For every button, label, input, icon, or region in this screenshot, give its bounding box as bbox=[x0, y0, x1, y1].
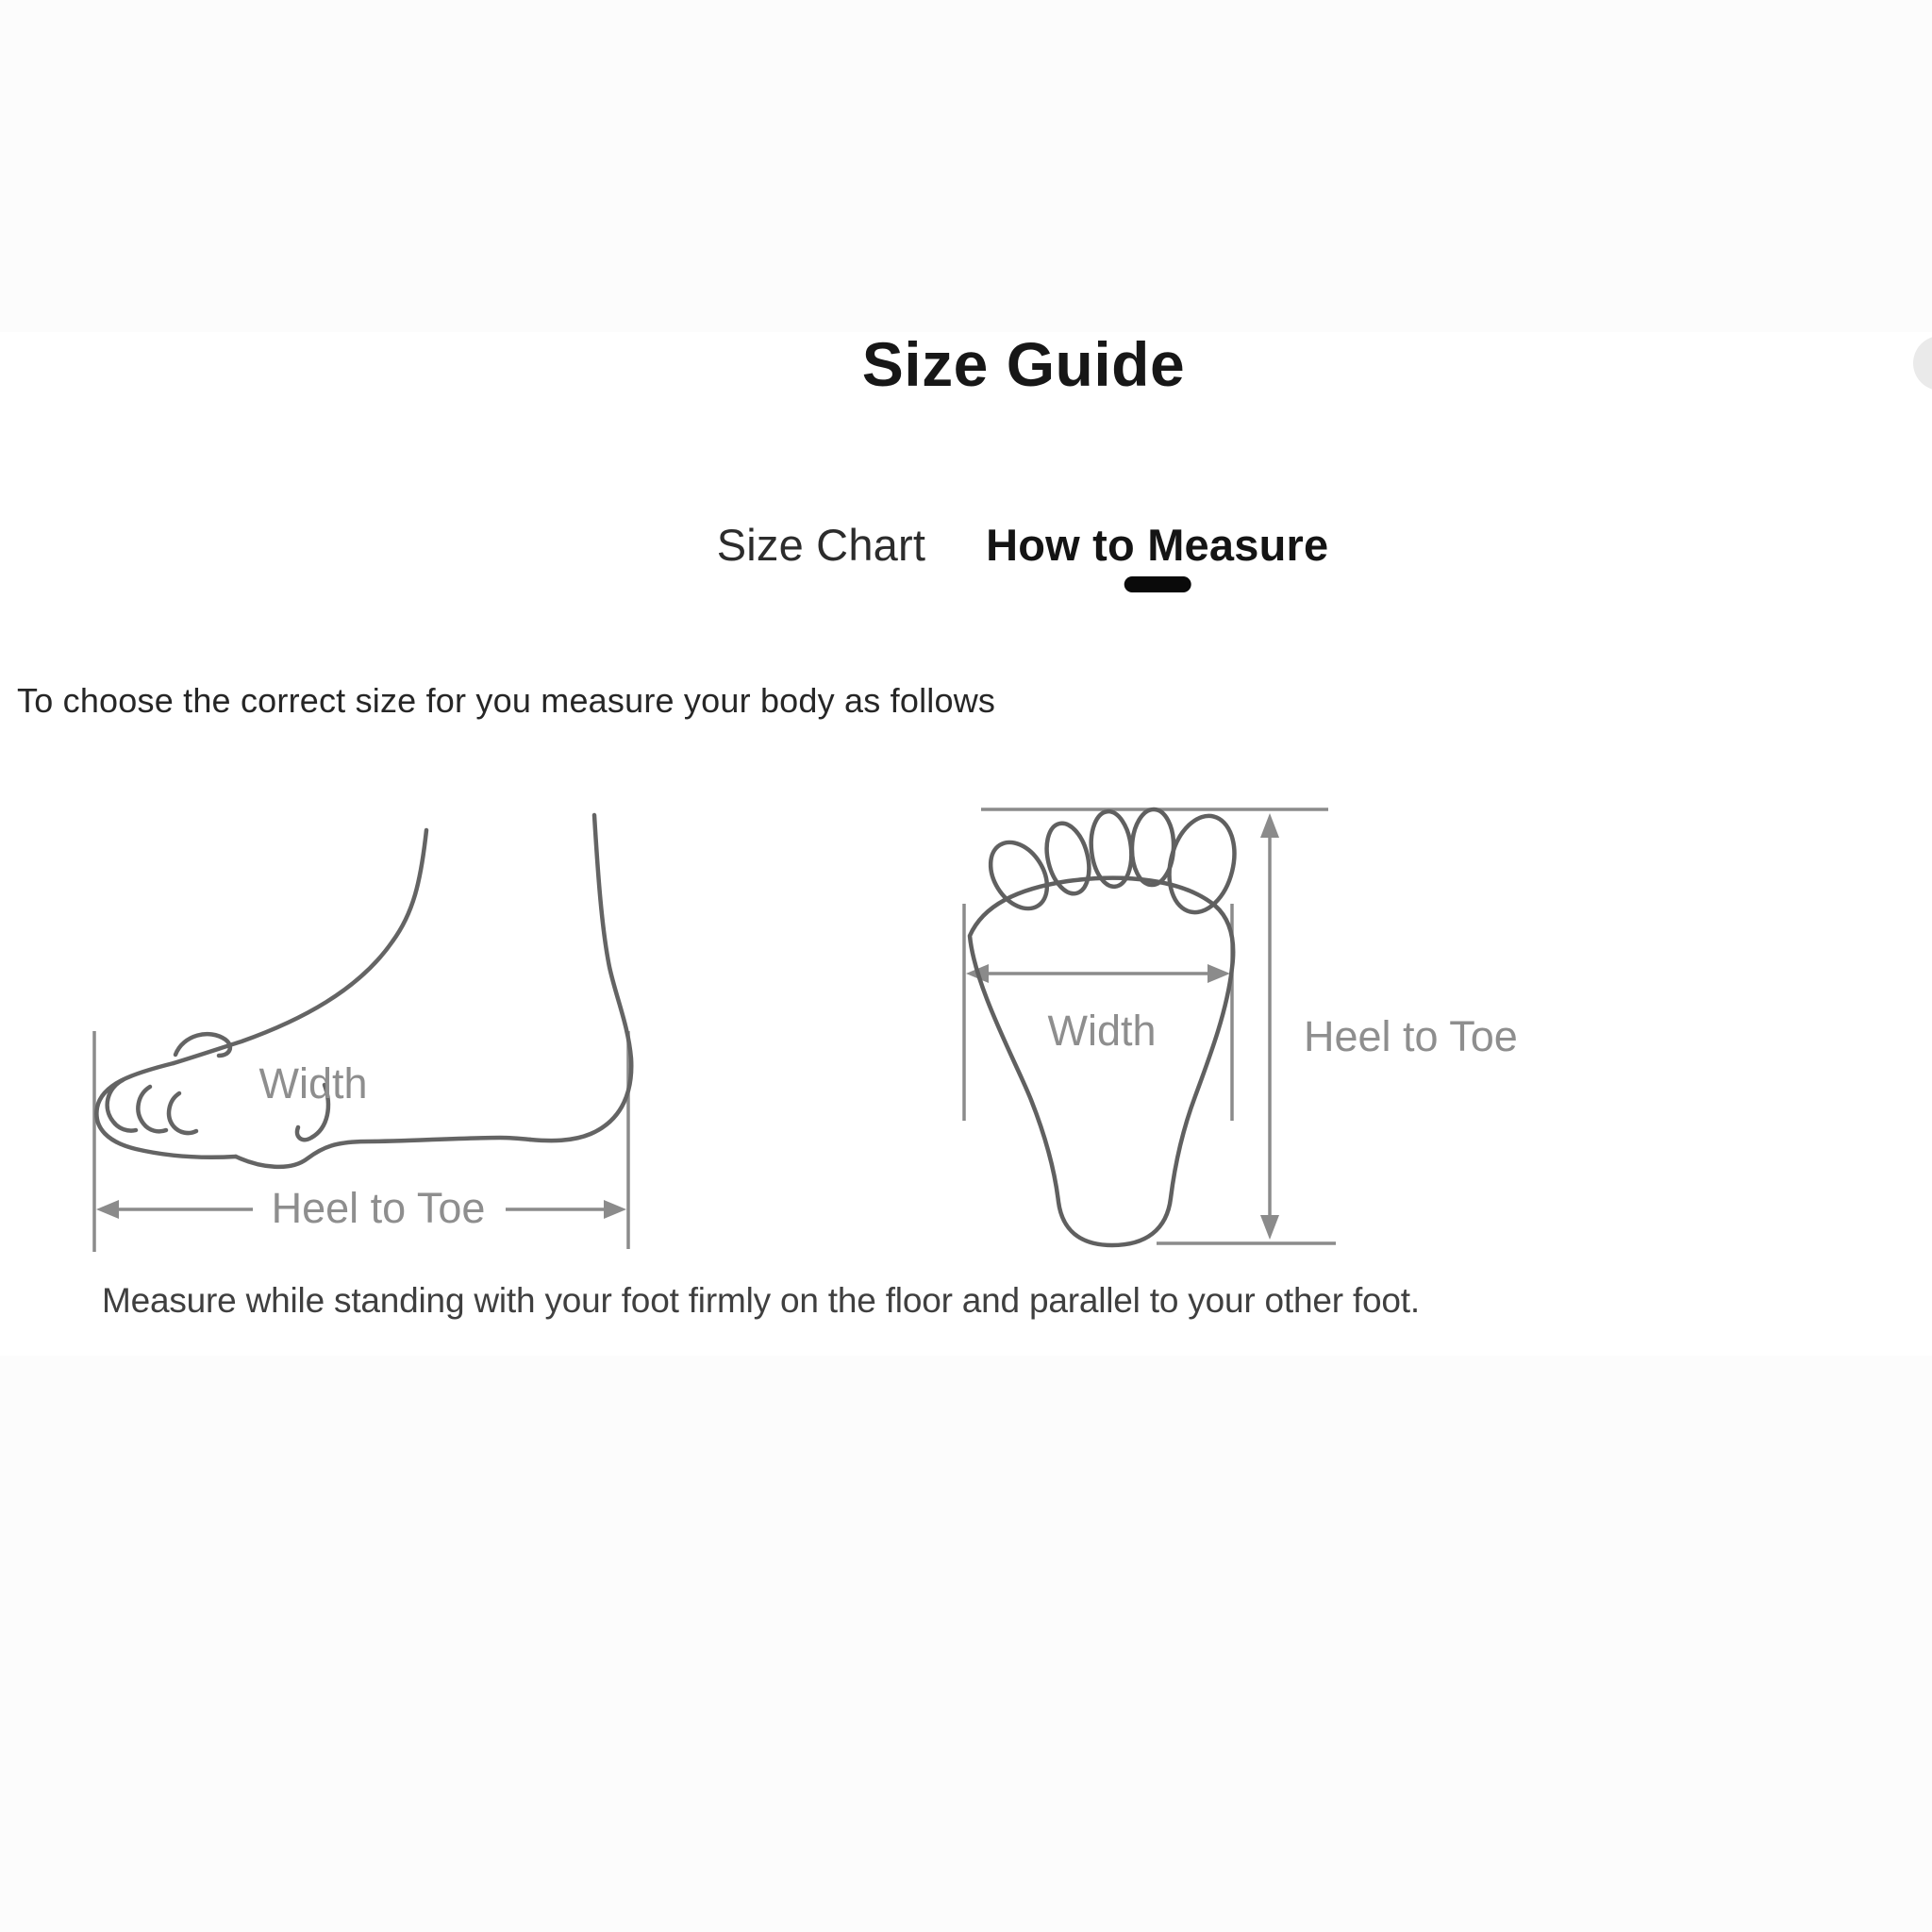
foot-sole-view-diagram bbox=[745, 792, 1594, 1302]
page-title: Size Guide bbox=[861, 329, 1186, 399]
foot-side-view-diagram bbox=[57, 802, 660, 1274]
side-view-width-label: Width bbox=[258, 1059, 368, 1108]
foot-side-outline bbox=[96, 815, 631, 1167]
tab-bar bbox=[717, 519, 1329, 592]
tab-how-to-measure-label: How to Measure bbox=[986, 520, 1329, 570]
background-band-bottom bbox=[0, 1356, 1932, 1932]
tab-size-chart[interactable] bbox=[717, 519, 925, 592]
side-view-heel-to-toe-label: Heel to Toe bbox=[271, 1184, 486, 1232]
figure-caption: Measure while standing with your foot firmly on the floor and parallel to your other foot. bbox=[102, 1281, 1420, 1320]
scrollbar-thumb-partial[interactable] bbox=[1913, 336, 1932, 391]
intro-text: To choose the correct size for you measure your body as follows bbox=[17, 681, 996, 720]
tab-size-chart-label: Size Chart bbox=[716, 520, 926, 570]
how-to-measure-figure bbox=[0, 774, 1932, 1377]
active-tab-indicator bbox=[1124, 576, 1191, 592]
sole-view-heel-to-toe-label: Heel to Toe bbox=[1304, 1012, 1518, 1060]
tab-how-to-measure[interactable] bbox=[986, 519, 1328, 592]
sole-view-width-label: Width bbox=[1047, 1007, 1157, 1055]
background-band-top bbox=[0, 0, 1932, 332]
